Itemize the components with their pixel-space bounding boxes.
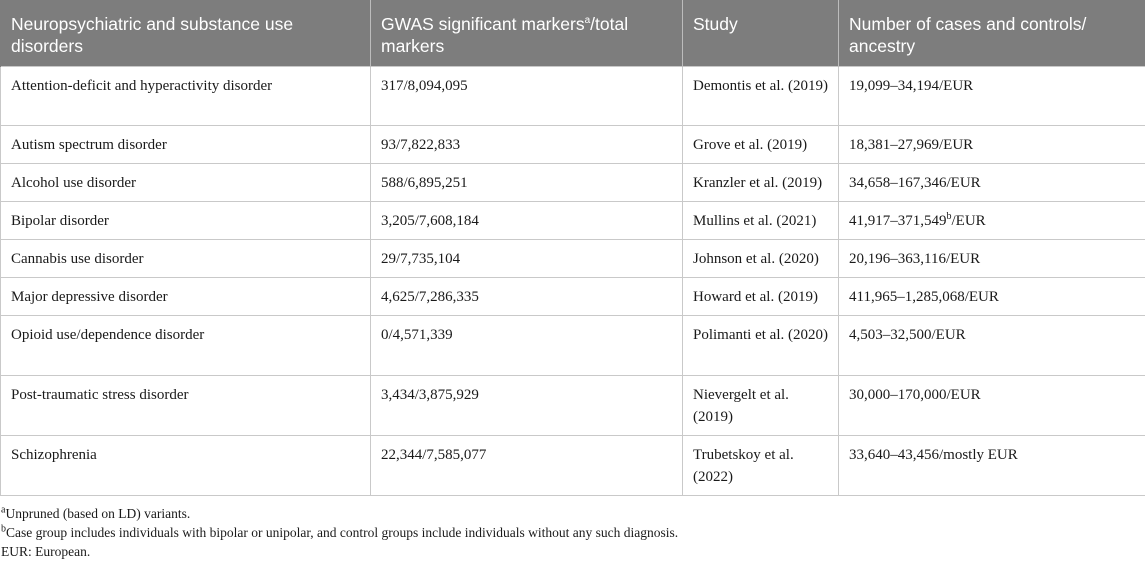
- cell-cases: [839, 376, 1145, 436]
- cell-cases-text: 34,658–167,346/EUR: [849, 175, 981, 191]
- cell-study: Johnson et al. (2020): [683, 240, 839, 278]
- table-row: [1, 278, 1145, 316]
- cell-cases: [839, 278, 1145, 316]
- cell-disorder: Attention-deficit and hyperactivity disorder: [1, 67, 371, 126]
- header-study: [683, 0, 839, 67]
- table-row: [1, 202, 1145, 240]
- cell-markers: 22,344/7,585,077: [371, 436, 683, 496]
- cell-cases: [839, 164, 1145, 202]
- footnote-abbreviation-text: EUR: European.: [1, 544, 91, 559]
- cell-study: Howard et al. (2019): [683, 278, 839, 316]
- cell-cases-text: 4,503–32,500/EUR: [849, 327, 966, 343]
- cell-disorder: Opioid use/dependence disorder: [1, 316, 371, 376]
- cell-cases-text: 30,000–170,000/EUR: [849, 387, 981, 403]
- footnote-a: [0, 504, 1145, 523]
- footnote-abbreviation: [0, 542, 1145, 561]
- cell-cases: [839, 126, 1145, 164]
- cell-cases-suffix: /EUR: [951, 213, 986, 229]
- cell-markers: 588/6,895,251: [371, 164, 683, 202]
- cell-cases-text: 41,917–371,549: [849, 213, 947, 229]
- header-cases: [839, 0, 1145, 67]
- cell-study: Nievergelt et al. (2019): [683, 376, 839, 436]
- cell-study: Grove et al. (2019): [683, 126, 839, 164]
- cell-disorder: Alcohol use disorder: [1, 164, 371, 202]
- header-markers: [371, 0, 683, 67]
- cell-study: Demontis et al. (2019): [683, 67, 839, 126]
- table-row: [1, 240, 1145, 278]
- cell-cases: [839, 202, 1145, 240]
- cell-cases: [839, 240, 1145, 278]
- table-row: [1, 164, 1145, 202]
- cell-markers: 317/8,094,095: [371, 67, 683, 126]
- cell-cases: [839, 436, 1145, 496]
- cell-disorder: Major depressive disorder: [1, 278, 371, 316]
- cell-markers: 29/7,735,104: [371, 240, 683, 278]
- table-row: [1, 436, 1145, 496]
- cell-disorder: Bipolar disorder: [1, 202, 371, 240]
- header-disorders-text: Neuropsychiatric and substance use disorders: [11, 14, 294, 56]
- cell-cases-text: 18,381–27,969/EUR: [849, 137, 974, 153]
- footnote-a-marker: a: [1, 504, 6, 516]
- cell-study: Mullins et al. (2021): [683, 202, 839, 240]
- table-header-row: [1, 0, 1145, 67]
- header-markers-footnote-ref: a: [584, 15, 591, 27]
- cell-study: Polimanti et al. (2020): [683, 316, 839, 376]
- cell-markers: 3,205/7,608,184: [371, 202, 683, 240]
- cell-study: Trubetskoy et al. (2022): [683, 436, 839, 496]
- table-row: [1, 376, 1145, 436]
- table-row: [1, 316, 1145, 376]
- footnote-b-marker: b: [1, 523, 6, 535]
- cell-markers: 93/7,822,833: [371, 126, 683, 164]
- header-cases-text: Number of cases and controls/ ancestry: [849, 14, 1087, 56]
- footnote-b: [0, 523, 1145, 542]
- header-disorders: [1, 0, 371, 67]
- cell-disorder: Schizophrenia: [1, 436, 371, 496]
- cell-markers: 0/4,571,339: [371, 316, 683, 376]
- cell-cases-text: 20,196–363,116/EUR: [849, 251, 981, 267]
- cell-cases-text: 19,099–34,194/EUR: [849, 78, 974, 94]
- table-row: [1, 126, 1145, 164]
- table-footnotes: [0, 504, 1145, 561]
- header-markers-suffix: /total markers: [381, 14, 629, 56]
- cell-cases-text: 411,965–1,285,068/EUR: [849, 289, 999, 305]
- cell-markers: 3,434/3,875,929: [371, 376, 683, 436]
- cell-cases-text: 33,640–43,456/mostly EUR: [849, 447, 1018, 463]
- cell-cases: [839, 316, 1145, 376]
- table-row: [1, 67, 1145, 126]
- cell-disorder: Post-traumatic stress disorder: [1, 376, 371, 436]
- cell-markers: 4,625/7,286,335: [371, 278, 683, 316]
- footnote-b-text: Case group includes individuals with bipolar or unipolar, and control groups include individuals without any such diagnosis.: [6, 525, 679, 540]
- cell-cases: [839, 67, 1145, 126]
- header-markers-text: GWAS significant markers: [381, 14, 585, 34]
- cell-disorder: Autism spectrum disorder: [1, 126, 371, 164]
- header-study-text: Study: [693, 14, 738, 34]
- cell-study: Kranzler et al. (2019): [683, 164, 839, 202]
- cell-disorder: Cannabis use disorder: [1, 240, 371, 278]
- footnote-a-text: Unpruned (based on LD) variants.: [5, 506, 191, 521]
- cell-cases-footnote-ref: b: [946, 211, 952, 222]
